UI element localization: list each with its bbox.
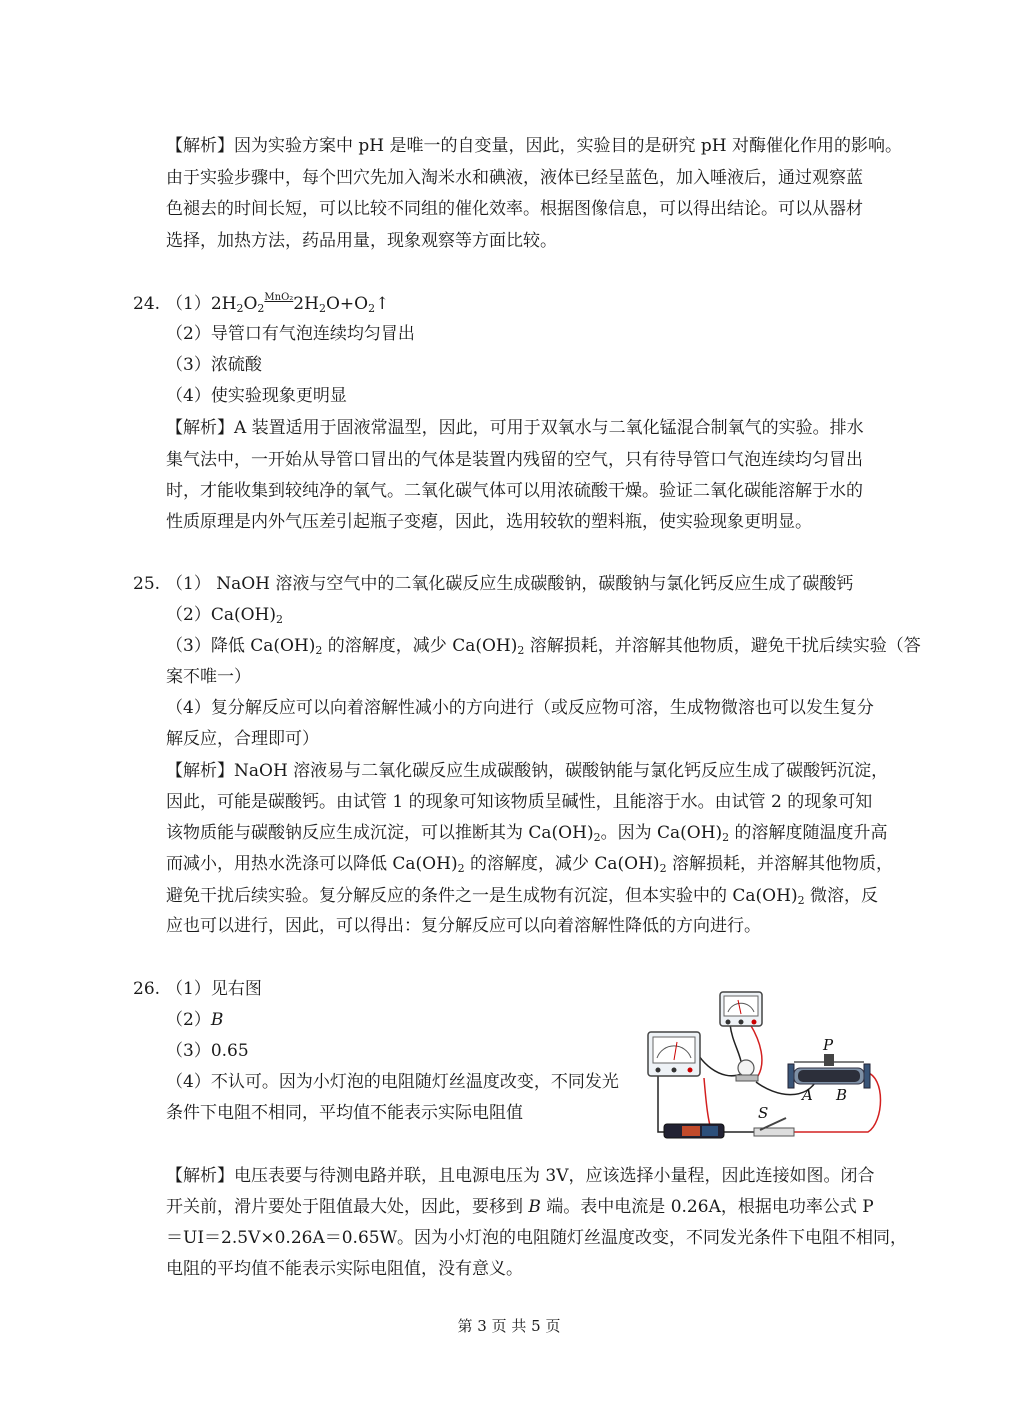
analysis-23-line-1: 【解析】因为实验方案中 pH 是唯一的自变量，因此，实验目的是研究 pH 对酶催化作用的影响。 bbox=[166, 136, 903, 156]
answer-26-4b: 条件下电阻不相同，平均值不能表示实际电阻值 bbox=[166, 1103, 523, 1123]
label-b: B bbox=[836, 1086, 848, 1104]
catalyst-label: MnO₂ bbox=[264, 292, 294, 303]
answer-26-4a: （4）不认可。因为小灯泡的电阻随灯丝温度改变，不同发光 bbox=[166, 1072, 619, 1092]
wire-black-2 bbox=[658, 1076, 664, 1132]
ammeter bbox=[720, 992, 762, 1026]
analysis-26-line-3: ＝UI＝2.5V×0.26A＝0.65W。因为小灯泡的电阻随灯丝温度改变，不同发光条件下电阻不相同， bbox=[166, 1228, 908, 1248]
analysis-25-line-1: 【解析】NaOH 溶液易与二氧化碳反应生成碳酸钠，碳酸钠能与氯化钙反应生成了碳酸钙沉淀， bbox=[166, 761, 889, 781]
answer-26-1: （1）见右图 bbox=[166, 979, 262, 999]
analysis-25-line-5: 避免干扰后续实验。复分解反应的条件之一是生成物有沉淀，但本实验中的 $Ca(OH)_2$ 微溶，反 bbox=[166, 886, 878, 907]
answer-25-1: （1） NaOH 溶液与空气中的二氧化碳反应生成碳酸钠，碳酸钠与氯化钙反应生成了碳酸钙 bbox=[166, 574, 854, 594]
question-number-24: 24. bbox=[133, 294, 161, 314]
answer-25-3b: 案不唯一） bbox=[166, 667, 251, 687]
answer-26-3: （3）0.65 bbox=[166, 1041, 249, 1061]
answer-25-3a: （3）降低 $Ca(OH)_2$ 的溶解度，减少 $Ca(OH)_2$ 溶解损耗，并溶解其他物质，避免干扰后续实验（答 bbox=[166, 636, 921, 657]
question-number-25: 25. bbox=[133, 574, 161, 594]
label-p: P bbox=[823, 1036, 834, 1054]
analysis-23-line-4: 选择，加热方法，药品用量，现象观察等方面比较。 bbox=[166, 231, 557, 251]
answer-24-1: $(1)2H_2O_2^{MnO_2}2H_2O+O_2↑$ bbox=[166, 292, 390, 315]
bulb bbox=[736, 1060, 758, 1081]
analysis-26-line-2: 开关前，滑片要处于阻值最大处，因此，要移到 B 端。表中电流是 0.26A，根据电功率公式 P bbox=[166, 1197, 874, 1217]
circuit-diagram bbox=[636, 982, 888, 1144]
analysis-25-line-2: 因此，可能是碳酸钙。由试管 1 的现象可知该物质呈碱性，且能溶于水。由试管 2 的现象可知 bbox=[166, 792, 873, 812]
analysis-24-line-4: 性质原理是内外气压差引起瓶子变瘪，因此，选用较软的塑料瓶，使实验现象更明显。 bbox=[166, 512, 812, 532]
answer-25-4a: （4）复分解反应可以向着溶解性减小的方向进行（或反应物可溶，生成物微溶也可以发生复分 bbox=[166, 698, 874, 718]
label-a: A bbox=[802, 1086, 813, 1104]
analysis-25-line-4: 而减小，用热水洗涤可以降低 $Ca(OH)_2$ 的溶解度，减少 $Ca(OH)_2$ 溶解损耗，并溶解其他物质， bbox=[166, 854, 893, 875]
answer-25-2: $(2)Ca(OH)_2$ bbox=[166, 605, 283, 626]
analysis-26-line-4: 电阻的平均值不能表示实际电阻值，没有意义。 bbox=[166, 1259, 523, 1279]
wire-black-4 bbox=[730, 1024, 742, 1066]
analysis-24-line-3: 时，才能收集到较纯净的氧气。二氧化碳气体可以用浓硫酸干燥。验证二氧化碳能溶解于水的 bbox=[166, 481, 863, 501]
voltmeter bbox=[648, 1032, 700, 1076]
answer-24-2: （2）导管口有气泡连续均匀冒出 bbox=[166, 324, 415, 344]
analysis-23-line-3: 色褪去的时间长短，可以比较不同组的催化效率。根据图像信息，可以得出结论。可以从器材 bbox=[166, 199, 863, 219]
analysis-24-line-1: 【解析】A 装置适用于固液常温型，因此，可用于双氧水与二氧化锰混合制氧气的实验。排水 bbox=[166, 418, 864, 438]
answer-26-2: （2）B bbox=[166, 1010, 224, 1030]
analysis-26-line-1: 【解析】电压表要与待测电路并联，且电源电压为 3V，应该选择小量程，因此连接如图。闭合 bbox=[166, 1166, 875, 1186]
answer-25-4b: 解反应，合理即可） bbox=[166, 729, 319, 749]
question-number-26: 26. bbox=[133, 979, 161, 999]
page-footer: 第 3 页 共 5 页 bbox=[457, 1317, 561, 1335]
rheostat bbox=[788, 1054, 870, 1088]
answer-24-4: （4）使实验现象更明显 bbox=[166, 386, 347, 406]
analysis-23-line-2: 由于实验步骤中，每个凹穴先加入淘米水和碘液，液体已经呈蓝色，加入唾液后，通过观察蓝 bbox=[166, 168, 863, 188]
battery bbox=[664, 1124, 724, 1138]
label-s: S bbox=[758, 1104, 769, 1122]
answer-24-3: （3）浓硫酸 bbox=[166, 355, 262, 375]
analysis-24-line-2: 集气法中，一开始从导管口冒出的气体是装置内残留的空气，只有待导管口气泡连续均匀冒出 bbox=[166, 450, 863, 470]
analysis-25-line-6: 应也可以进行，因此，可以得出：复分解反应可以向着溶解性降低的方向进行。 bbox=[166, 916, 761, 936]
analysis-25-line-3: 该物质能与碳酸钠反应生成沉淀，可以推断其为 $Ca(OH)_2$。因为 $Ca(OH)_2$ 的溶解度随温度升高 bbox=[166, 823, 888, 844]
